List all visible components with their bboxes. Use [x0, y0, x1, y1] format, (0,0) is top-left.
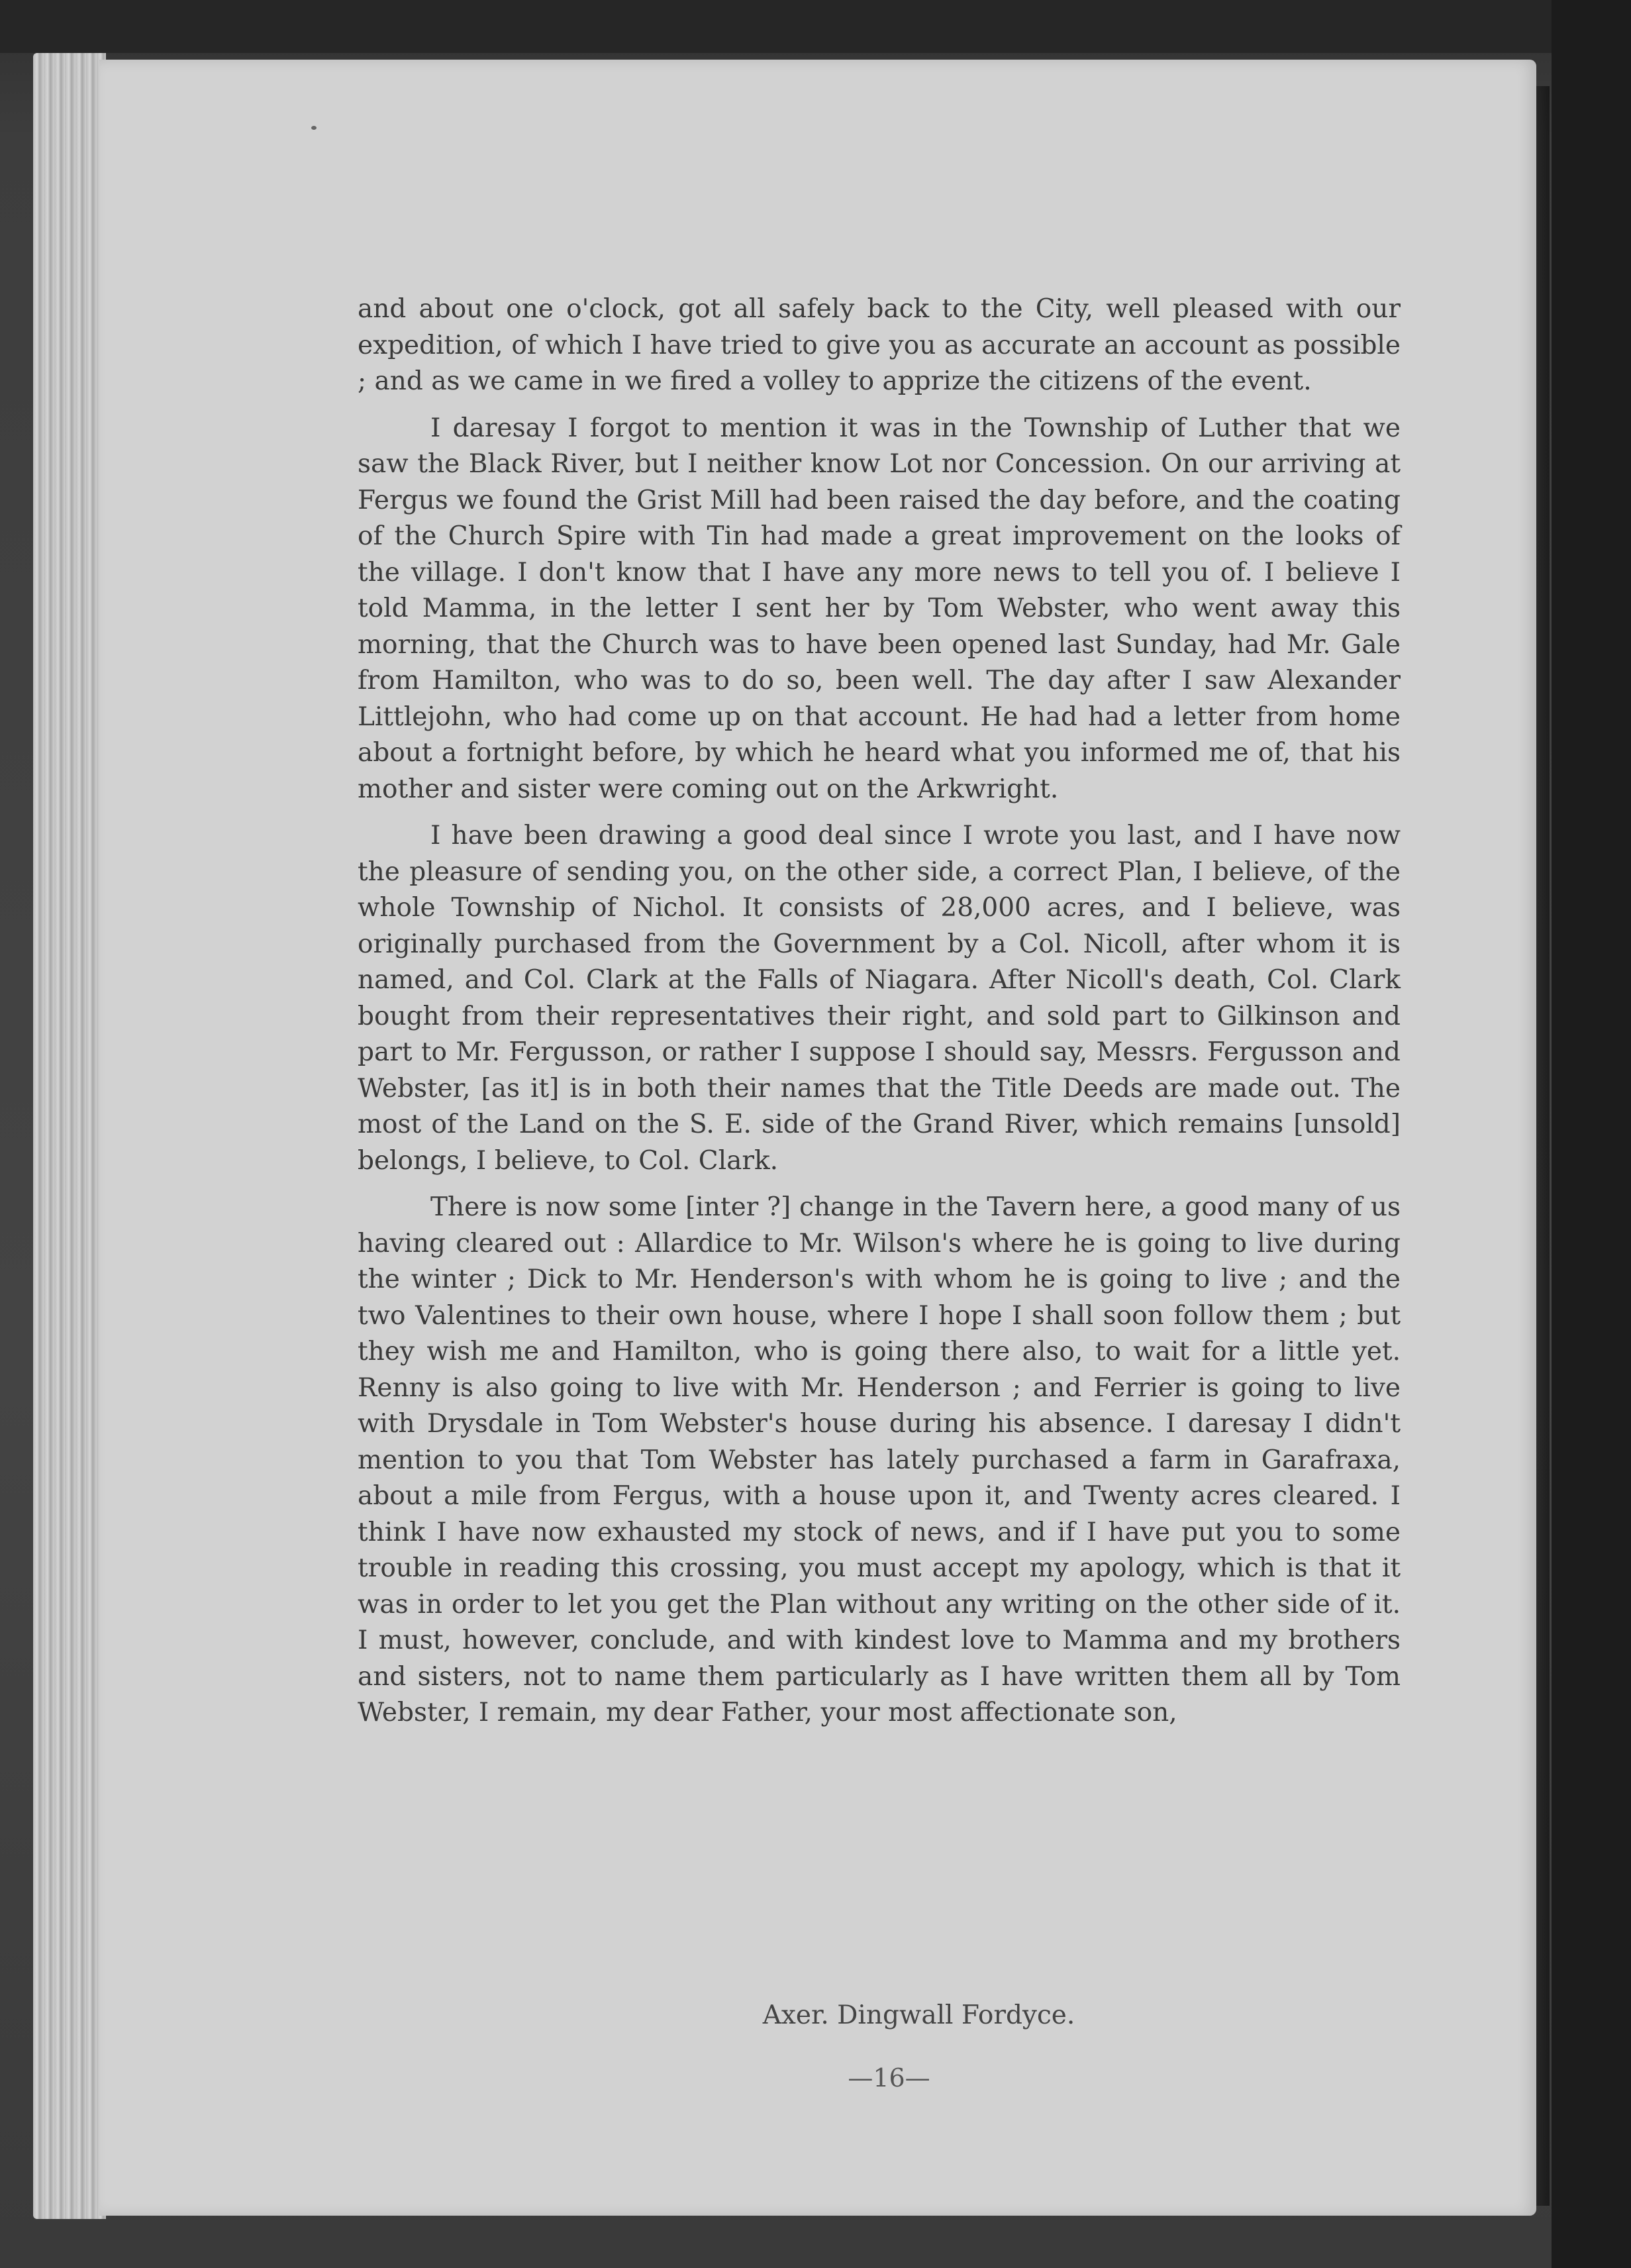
page-number: —16— [848, 2063, 930, 2092]
top-dark-edge [0, 0, 1631, 53]
paper-speck [311, 126, 317, 130]
paragraph-2: I daresay I forgot to mention it was in the Township of Luther that we saw the Black River, but I neither know Lot nor Concession. On our arriving at Fergus we found the Grist Mill had been raised the day before, and the coating of the Church Spire with Tin had made a great improvement on the looks of the village. I don't know that I have any more news to tell you of. I believe I told Mamma, in the letter I sent her by Tom Webster, who went away this morning, that the Church was to have been opened last Sunday, had Mr. Gale from Hamilton, who was to do so, been well. The day after I saw Alexander Littlejohn, who had come up on that account. He had had a letter from home about a fortnight before, by which he heard what you informed me of, that his mother and sister were coming out on the Arkwright. [358, 413, 1401, 804]
paragraph-3: I have been drawing a good deal since I wrote you last, and I have now the pleasure of sending you, on the other side, a correct Plan, I believe, of the whole Township of Nichol. It consists of 28,000 acres, and I believe, was originally purchased from the Government by a Col. Nicoll, after whom it is named, and Col. Clark at the Falls of Niagara. After Nicoll's death, Col. Clark bought from their representatives their right, and sold part to Gilkinson and part to Mr. Fergusson, or rather I suppose I should say, Messrs. Fergusson and Webster, [as it] is in both their names that the Title Deeds are made out. The most of the Land on the S. E. side of the Grand River, which remains [unsold] belongs, I believe, to Col. Clark. [358, 821, 1401, 1176]
paragraph-4: There is now some [inter ?] change in the Tavern here, a good many of us having cleared out : Allardice to Mr. Wilson's where he is going to live during the winter ; Dick to Mr. Henderson's with whom he is going to live ; and the two Valentines to their own house, where I hope I shall soon follow them ; but they wish me and Hamilton, who is going there also, to wait for a little yet. Renny is also going to live with Mr. Henderson ; and Ferrier is going to live with Drysdale in Tom Webster's house during his absence. I daresay I didn't mention to you that Tom Webster has lately purchased a farm in Garafraxa, about a mile from Fergus, with a house upon it, and Twenty acres cleared. I think I have now exhausted my stock of news, and if I have put you to some trouble in reading this crossing, you must accept my apology, which is that it was in order to let you get the Plan without any writing on the other side of it. I must, however, conclude, and with kindest love to Mamma and my brothers and sisters, not to name them particularly as I have written them all by Tom Webster, I remain, my dear Father, your most affectionate son, [358, 1192, 1401, 1727]
paragraph-1: and about one o'clock, got all safely back to the City, well pleased with our expedition, of which I have tried to give you as accurate an account as possible ; and as we came in we fired a volley to apprize the citizens of the event. [358, 294, 1401, 396]
right-dark-strip [1552, 0, 1631, 2268]
signature: Axer. Dingwall Fordyce. [762, 2000, 1075, 2030]
letter-body [358, 291, 1401, 1742]
book-page-edges [33, 53, 106, 2219]
